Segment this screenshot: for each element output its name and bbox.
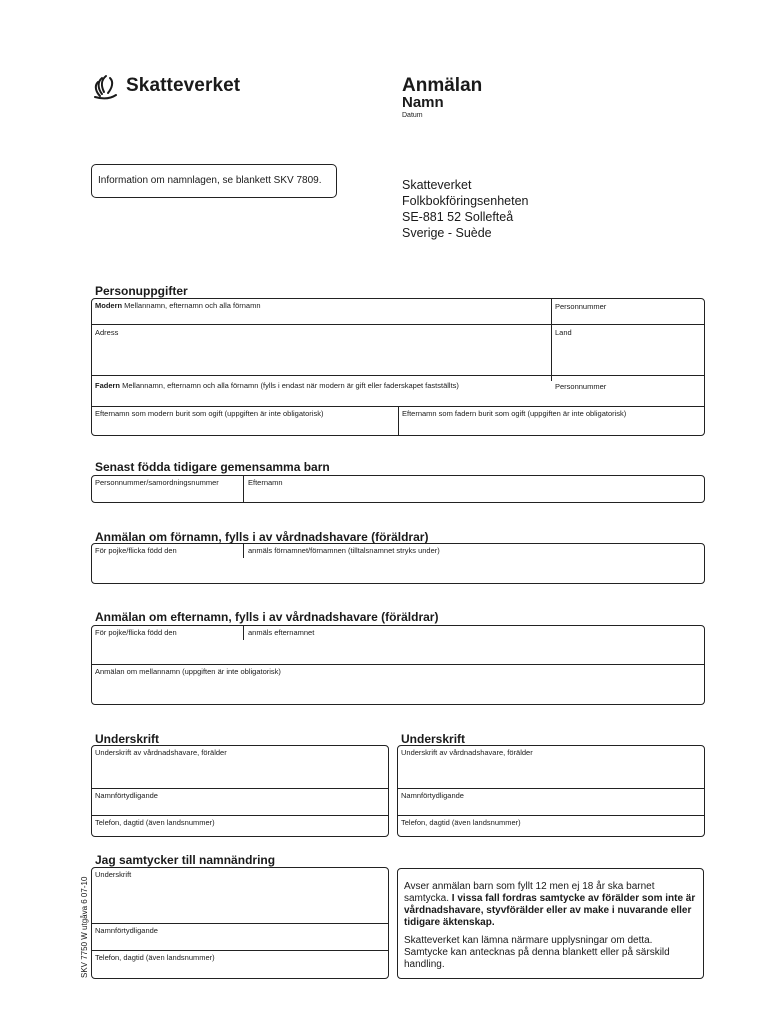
mother-unmarried-name-field[interactable]: Efternamn som modern burit som ogift (uppgiften är inte obligatorisk) <box>95 409 324 418</box>
samtycke-signature-field[interactable]: Underskrift <box>95 870 132 879</box>
land-field[interactable]: Land <box>555 328 572 337</box>
section-title-underskrift-left: Underskrift <box>95 732 160 746</box>
father-unmarried-name-field[interactable]: Efternamn som fadern burit som ogift (uppgiften är inte obligatorisk) <box>402 409 627 418</box>
logo-text: Skatteverket <box>126 75 241 96</box>
crown-icon <box>92 72 122 100</box>
recipient-address <box>402 177 528 241</box>
document-subtitle: Namn <box>402 94 444 111</box>
adress-field[interactable]: Adress <box>95 328 119 337</box>
section-title-underskrift-right: Underskrift <box>401 732 466 746</box>
signature-field-right[interactable]: Underskrift av vårdnadshavare, förälder <box>401 748 533 757</box>
skatteverket-logo <box>92 72 240 100</box>
name-clarification-field-right[interactable]: Namnförtydligande <box>401 791 464 800</box>
address-line: SE-881 52 Sollefteå <box>402 210 514 224</box>
underskrift-right-box <box>397 745 705 837</box>
section-title-samtycke: Jag samtycker till namnändring <box>95 853 276 867</box>
mother-personnummer-field[interactable]: Personnummer <box>555 302 607 311</box>
samtycke-note <box>397 868 704 979</box>
child-efternamn-field[interactable]: Efternamn <box>248 478 283 487</box>
efternamn-field[interactable]: anmäls efternamnet <box>248 628 315 637</box>
info-box: Information om namnlagen, se blankett SKV 7809. <box>91 164 337 198</box>
personuppgifter-box <box>91 298 705 436</box>
document-title: Anmälan <box>402 75 483 96</box>
mother-name-field[interactable]: Modern Mellannamn, efternamn och alla förnamn <box>95 301 261 310</box>
note-paragraph-2: Skatteverket kan lämna närmare upplysningar om detta. Samtycke kan antecknas på denna blankett eller på särskild handling. <box>404 935 670 970</box>
address-line: Sverige - Suède <box>402 226 492 240</box>
fornamn-birthdate-field[interactable]: För pojke/flicka född den <box>95 546 177 555</box>
signature-field-left[interactable]: Underskrift av vårdnadshavare, förälder <box>95 748 227 757</box>
section-title-efternamn: Anmälan om efternamn, fylls i av vårdnadshavare (föräldrar) <box>95 610 439 624</box>
mellannamn-field[interactable]: Anmälan om mellannamn (uppgiften är inte obligatorisk) <box>95 667 281 676</box>
phone-field-right[interactable]: Telefon, dagtid (även landsnummer) <box>401 818 521 827</box>
section-title-personuppgifter: Personuppgifter <box>95 284 188 298</box>
samtycke-name-field[interactable]: Namnförtydligande <box>95 926 158 935</box>
address-line: Folkbokföringsenheten <box>402 194 529 208</box>
address-line: Skatteverket <box>402 178 472 192</box>
phone-field-left[interactable]: Telefon, dagtid (även landsnummer) <box>95 818 215 827</box>
date-label: Datum <box>402 112 423 119</box>
father-name-field[interactable]: Fadern Mellannamn, efternamn och alla förnamn (fylls i endast när modern är gift eller faderskapet fastställts) <box>95 381 459 390</box>
samtycke-phone-field[interactable]: Telefon, dagtid (även landsnummer) <box>95 953 215 962</box>
section-title-fornamn: Anmälan om förnamn, fylls i av vårdnadshavare (föräldrar) <box>95 530 429 544</box>
child-personnummer-field[interactable]: Personnummer/samordningsnummer <box>95 478 219 487</box>
fornamn-names-field[interactable]: anmäls förnamnet/förnamnen (tilltalsnamnet stryks under) <box>248 546 440 555</box>
form-code: SKV 7750 W utgåva 6 07-10 <box>80 876 89 978</box>
efternamn-box <box>91 625 705 705</box>
underskrift-left-box <box>91 745 389 837</box>
senast-fodda-box <box>91 475 705 503</box>
note-paragraph-1: Avser anmälan barn som fyllt 12 men ej 18 år ska barnet samtycka. I vissa fall fordras samtycke av förälder som inte är vårdnadshavare, styvförälder eller av make i nuvarande eller tidigare äktenskap. <box>404 881 696 928</box>
father-personnummer-field[interactable]: Personnummer <box>555 382 607 391</box>
section-title-senast-fodda: Senast födda tidigare gemensamma barn <box>95 460 330 474</box>
efternamn-birthdate-field[interactable]: För pojke/flicka född den <box>95 628 177 637</box>
fornamn-box <box>91 543 705 584</box>
samtycke-box <box>91 867 389 979</box>
name-clarification-field-left[interactable]: Namnförtydligande <box>95 791 158 800</box>
